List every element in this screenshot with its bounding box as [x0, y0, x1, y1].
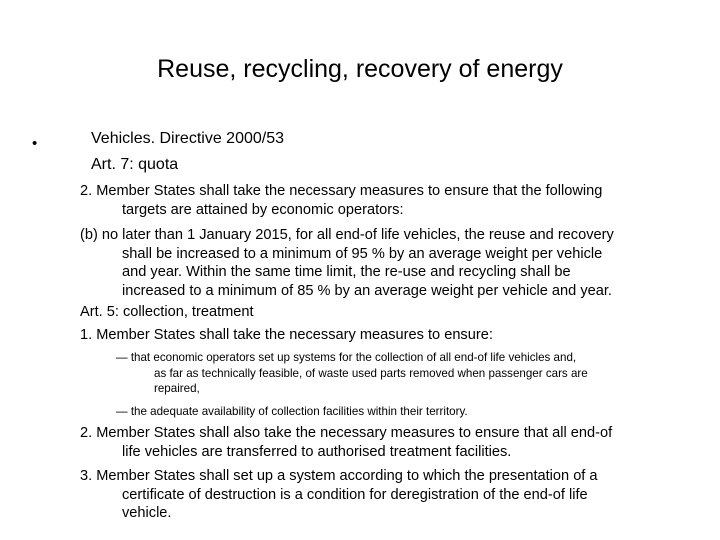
paragraph-first-line: 2. Member States shall take the necessary measures to ensure that the following: [80, 183, 603, 199]
paragraph-certificate: [80, 467, 598, 523]
paragraph-continuation: shall be increased to a minimum of 95 % by an average weight per vehicle: [122, 245, 603, 262]
sub-item-first-line: — that economic operators set up systems for the collection of all end-of life vehicles and,: [116, 351, 577, 364]
sub-item-continuation: repaired,: [154, 382, 200, 395]
paragraph-continuation: life vehicles are transferred to authorised treatment facilities.: [122, 443, 512, 460]
directive-heading: Vehicles. Directive 2000/53: [91, 130, 284, 147]
paragraph-ensure: 1. Member States shall take the necessary measures to ensure:: [80, 327, 493, 343]
article-7-heading: Art. 7: quota: [91, 156, 179, 173]
paragraph-continuation: vehicle.: [122, 505, 172, 521]
paragraph-continuation: and year. Within the same time limit, the re-use and recycling shall be: [122, 264, 571, 280]
slide-title: Reuse, recycling, recovery of energy: [157, 55, 563, 83]
sub-item-collection-systems: [116, 350, 588, 397]
paragraph-continuation: targets are attained by economic operators:: [122, 201, 404, 218]
paragraph-first-line: 3. Member States shall set up a system according to which the presentation of a: [80, 468, 598, 484]
sub-item-collection-facilities: [116, 404, 468, 420]
sub-item-continuation: as far as technically feasible, of waste used parts removed when passenger cars are: [154, 366, 588, 380]
sub-item-first-line: — the adequate availability of collection facilities within their territory.: [116, 405, 468, 418]
paragraph-continuation: increased to a minimum of 85 % by an average weight per vehicle and year.: [122, 282, 612, 299]
paragraph-quota-b: [80, 226, 614, 300]
bullet-marker: •: [32, 135, 38, 152]
article-5-heading: Art. 5: collection, treatment: [80, 304, 254, 320]
paragraph-transfer: [80, 424, 612, 461]
paragraph-targets: [80, 182, 602, 219]
paragraph-first-line: (b) no later than 1 January 2015, for all end-of life vehicles, the reuse and recovery: [80, 227, 614, 243]
paragraph-continuation: certificate of destruction is a condition for deregistration of the end-of life: [122, 486, 588, 503]
paragraph-first-line: 2. Member States shall also take the necessary measures to ensure that all end-of: [80, 425, 613, 441]
